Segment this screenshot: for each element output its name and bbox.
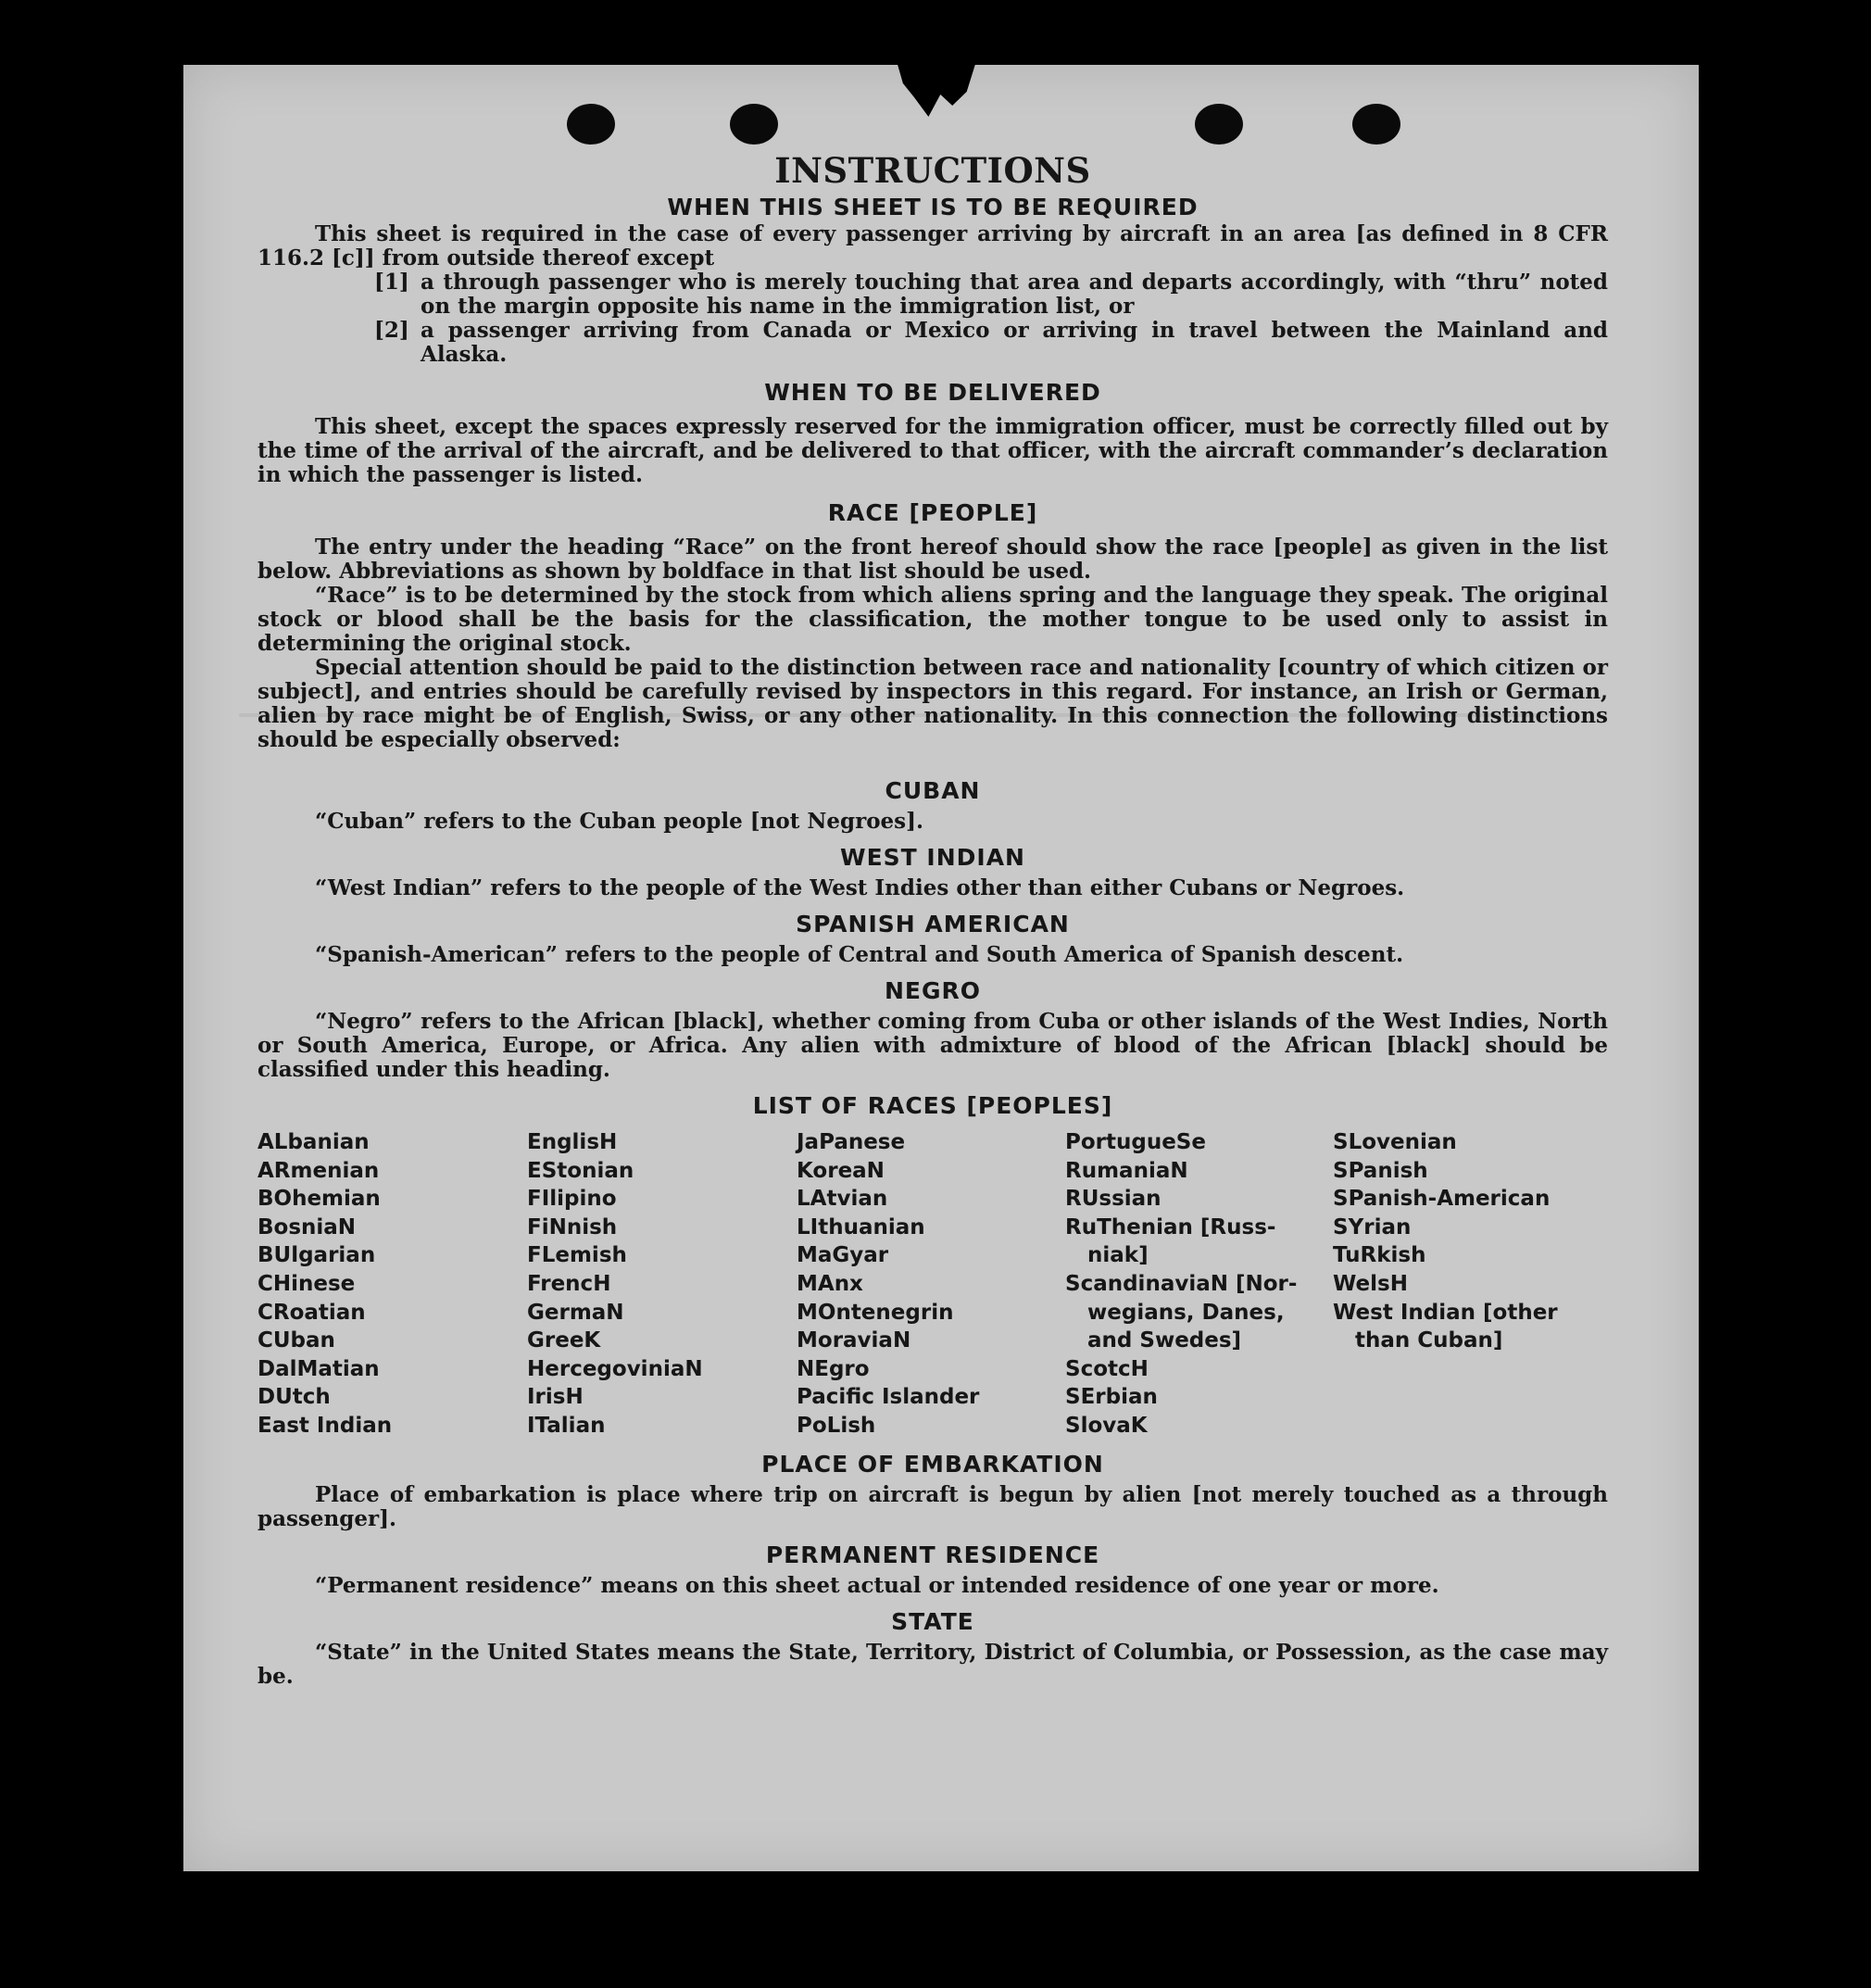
- race-entry: wegians, Danes,: [1065, 1300, 1285, 1325]
- race-entry: West Indian [other: [1333, 1300, 1558, 1325]
- heading-state: STATE: [891, 1607, 974, 1635]
- race-entry: BUlgarian: [257, 1243, 376, 1268]
- race-entry: SlovaK: [1065, 1413, 1148, 1438]
- race-entry: PoLish: [797, 1413, 876, 1438]
- definition-cuban: “Cuban” refers to the Cuban people [not Negroes].: [315, 809, 924, 834]
- race-list: [257, 1128, 1608, 1441]
- race-entry: BosniaN: [257, 1214, 357, 1239]
- list-item: [257, 271, 1608, 319]
- race-entry: SPanish-American: [1333, 1187, 1551, 1212]
- race-entry: MAnx: [797, 1271, 863, 1296]
- race-entry: ITalian: [527, 1413, 606, 1438]
- race-entry: FIlipino: [527, 1187, 617, 1212]
- race-entry: DalMatian: [257, 1356, 380, 1381]
- race-column: [1065, 1128, 1333, 1441]
- race-entry: ARmenian: [257, 1158, 380, 1183]
- race-entry: RUssian: [1065, 1187, 1162, 1212]
- race-entry: GreeK: [527, 1328, 601, 1353]
- race-entry: KoreaN: [797, 1158, 885, 1183]
- document-sheet: [183, 65, 1699, 1871]
- list-item-number: [1]: [374, 270, 409, 295]
- race-entry: EStonian: [527, 1158, 634, 1183]
- list-item-text: a through passenger who is merely touching that area and departs accordingly, with “thru” noted on the margin opposite his name in the immigration list, or: [421, 270, 1608, 319]
- race-paragraph-1: The entry under the heading “Race” on the front hereof should show the race [people] as given in the list below. Abbreviations as shown by boldface in that list should be used.: [257, 535, 1608, 584]
- race-entry: NEgro: [797, 1356, 870, 1381]
- bleed-through-mark: [239, 713, 1573, 717]
- residence-text: “Permanent residence” means on this sheet actual or intended residence of one year or more.: [315, 1572, 1439, 1598]
- race-column: [1333, 1128, 1611, 1441]
- embarkation-text: Place of embarkation is place where trip on aircraft is begun by alien [not merely touched as a through passenger].: [257, 1481, 1608, 1531]
- race-entry: BOhemian: [257, 1187, 381, 1212]
- heading-residence: PERMANENT RESIDENCE: [765, 1541, 1100, 1568]
- race-entry: LIthuanian: [797, 1214, 925, 1239]
- race-entry: SLovenian: [1333, 1130, 1457, 1154]
- race-entry: East Indian: [257, 1413, 393, 1438]
- heading-west-indian: WEST INDIAN: [840, 844, 1025, 871]
- heading-negro: NEGRO: [884, 977, 982, 1004]
- race-entry: FiNnish: [527, 1214, 618, 1239]
- page-title: INSTRUCTIONS: [774, 150, 1091, 191]
- race-entry: WelsH: [1333, 1271, 1408, 1296]
- punch-hole: [567, 104, 615, 145]
- heading-cuban: CUBAN: [885, 777, 981, 804]
- race-entry: MOntenegrin: [797, 1300, 954, 1325]
- race-entry: MaGyar: [797, 1243, 889, 1268]
- heading-race: RACE [PEOPLE]: [827, 499, 1038, 526]
- race-entry: FLemish: [527, 1243, 627, 1268]
- race-entry: PortugueSe: [1065, 1130, 1206, 1154]
- race-entry: TuRkish: [1333, 1243, 1426, 1268]
- race-entry: MoraviaN: [797, 1328, 911, 1353]
- list-item: [257, 319, 1608, 367]
- race-entry: RumaniaN: [1065, 1158, 1188, 1183]
- heading-spanish-american: SPANISH AMERICAN: [796, 911, 1070, 937]
- heading-embarkation: PLACE OF EMBARKATION: [761, 1450, 1104, 1478]
- heading-when-required: WHEN THIS SHEET IS TO BE REQUIRED: [667, 194, 1199, 220]
- race-entry: JaPanese: [797, 1130, 906, 1154]
- race-column: [527, 1128, 797, 1441]
- race-entry: LAtvian: [797, 1187, 888, 1212]
- heading-race-list: LIST OF RACES [PEOPLES]: [752, 1092, 1113, 1119]
- race-column: [257, 1128, 527, 1441]
- delivered-text: This sheet, except the spaces expressly reserved for the immigration officer, must be correctly filled out by the time of the arrival of the aircraft, and be delivered to that officer, with the aircraft commander’s declaration in which the passenger is listed.: [257, 414, 1608, 487]
- list-item-text: a passenger arriving from Canada or Mexico or arriving in travel between the Mainland and Alaska.: [421, 318, 1608, 367]
- race-entry: CUban: [257, 1328, 335, 1353]
- race-entry: FrencH: [527, 1271, 611, 1296]
- race-entry: niak]: [1065, 1243, 1149, 1268]
- list-item-number: [2]: [374, 318, 409, 343]
- race-entry: SYrian: [1333, 1214, 1412, 1239]
- race-entry: GermaN: [527, 1300, 624, 1325]
- race-entry: IrisH: [527, 1385, 584, 1410]
- definition-west-indian: “West Indian” refers to the people of the West Indies other than either Cubans or Negroes.: [315, 875, 1405, 900]
- heading-when-delivered: WHEN TO BE DELIVERED: [764, 379, 1101, 406]
- race-entry: SPanish: [1333, 1158, 1428, 1183]
- definition-negro: “Negro” refers to the African [black], whether coming from Cuba or other islands of the West Indies, North or South America, Europe, or Africa. Any alien with admixture of blood of the African [black] should be classified under this heading.: [257, 1009, 1608, 1082]
- torn-edge: [897, 61, 976, 117]
- race-entry: HercegoviniaN: [527, 1356, 703, 1381]
- race-entry: Pacific Islander: [797, 1385, 980, 1410]
- race-entry: ScotcH: [1065, 1356, 1149, 1381]
- race-paragraph-2: “Race” is to be determined by the stock from which aliens spring and the language they speak. The original stock or blood shall be the basis for the classification, the mother tongue to be used only to assist in determining the original stock.: [257, 583, 1608, 656]
- punch-hole: [1352, 104, 1400, 145]
- race-entry: than Cuban]: [1333, 1328, 1503, 1353]
- race-entry: ALbanian: [257, 1130, 370, 1154]
- punch-hole: [730, 104, 778, 145]
- state-text: “State” in the United States means the State, Territory, District of Columbia, or Possession, as the case may be.: [257, 1639, 1608, 1689]
- definition-spanish-american: “Spanish-American” refers to the people of Central and South America of Spanish descent.: [315, 942, 1404, 967]
- race-entry: CRoatian: [257, 1300, 366, 1325]
- race-entry: and Swedes]: [1065, 1328, 1242, 1353]
- race-entry: SErbian: [1065, 1385, 1158, 1410]
- punch-hole: [1195, 104, 1243, 145]
- race-column: [797, 1128, 1065, 1441]
- race-entry: EnglisH: [527, 1130, 618, 1154]
- required-intro: This sheet is required in the case of every passenger arriving by aircraft in an area [as defined in 8 CFR 116.2 [c]] from outside thereof except: [257, 221, 1608, 271]
- race-entry: CHinese: [257, 1271, 356, 1296]
- race-paragraph-3: Special attention should be paid to the distinction between race and nationality [country of which citizen or subject], and entries should be carefully revised by inspectors in this regard. For instance, an Irish or German, alien by race might be of English, Swiss, or any other nationality. In this connection the following distinctions should be especially observed:: [257, 655, 1608, 752]
- race-entry: ScandinaviaN [Nor-: [1065, 1271, 1298, 1296]
- race-entry: DUtch: [257, 1385, 331, 1410]
- race-entry: RuThenian [Russ-: [1065, 1214, 1276, 1239]
